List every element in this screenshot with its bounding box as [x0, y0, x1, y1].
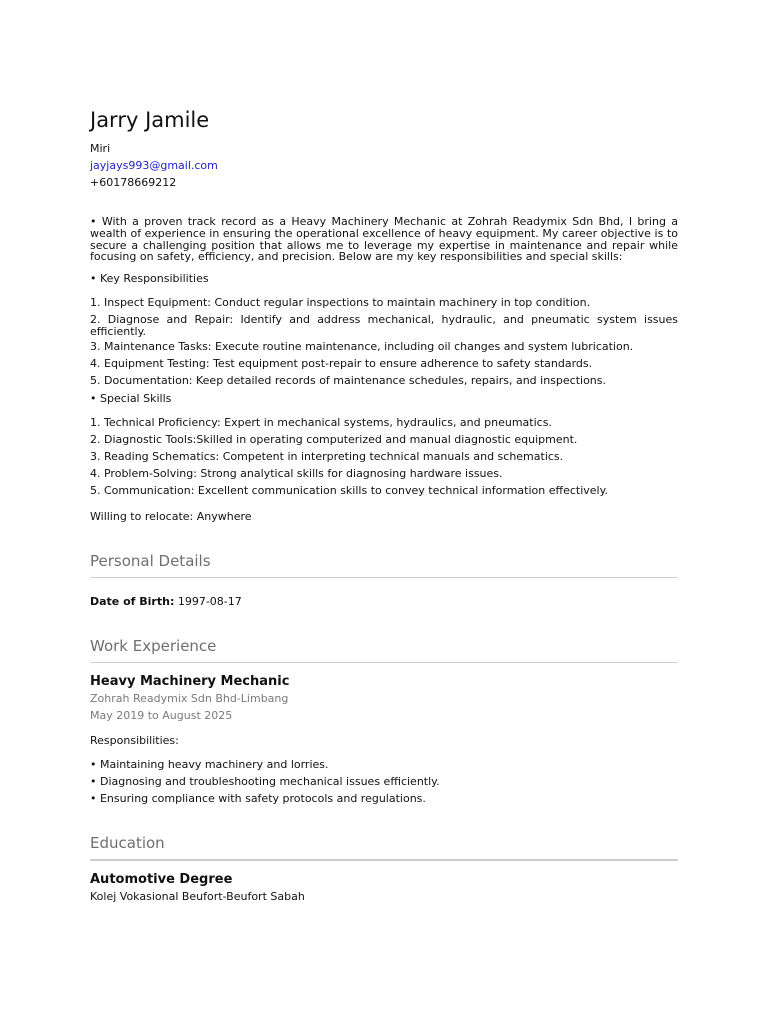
dob-label: Date of Birth:: [90, 595, 175, 609]
job-title: Heavy Machinery Mechanic: [90, 674, 290, 690]
special-skill-item: 5. Communication: Excellent communication skills to convey technical information effectively.: [90, 484, 609, 498]
special-skill-item: 1. Technical Proficiency: Expert in mechanical systems, hydraulics, and pneumatics.: [90, 416, 552, 430]
location-text: Miri: [90, 142, 111, 155]
resume-page: [90, 104, 678, 905]
special-skill-item: 2. Diagnostic Tools:Skilled in operating computerized and manual diagnostic equipment.: [90, 433, 578, 447]
candidate-name: Jarry Jamile: [90, 108, 210, 132]
special-skill-item: 4. Problem-Solving: Strong analytical skills for diagnosing hardware issues.: [90, 467, 503, 481]
key-responsibility-item: 3. Maintenance Tasks: Execute routine maintenance, including oil changes and system lubrication.: [90, 340, 634, 354]
work-responsibility-item: • Diagnosing and troubleshooting mechanical issues efficiently.: [90, 775, 440, 789]
key-responsibilities-heading: • Key Responsibilities: [90, 272, 209, 286]
education-heading: Education: [90, 833, 678, 861]
special-skill-item: 3. Reading Schematics: Competent in interpreting technical manuals and schematics.: [90, 450, 564, 464]
dob-value: 1997-08-17: [177, 595, 242, 609]
relocation-text: Willing to relocate: Anywhere: [90, 510, 252, 524]
degree-title: Automotive Degree: [90, 872, 233, 888]
work-responsibility-item: • Ensuring compliance with safety protocols and regulations.: [90, 792, 426, 806]
special-skills-heading: • Special Skills: [90, 392, 172, 406]
key-responsibility-item: 4. Equipment Testing: Test equipment post-repair to ensure adherence to safety standards.: [90, 357, 593, 371]
personal-details-heading: Personal Details: [90, 551, 678, 578]
summary-intro: • With a proven track record as a Heavy Machinery Mechanic at Zohrah Readymix Sdn Bhd, I bring a wealth of experience in ensuring the operational excellence of heavy equipment. My career objective is to secure a challenging position that allows me to leverage my expertise in maintenance and repair while focusing on safety, efficiency, and precision. Below are my key responsibilities and special skills:: [90, 215, 678, 264]
company-name: Zohrah Readymix Sdn Bhd-Limbang: [90, 692, 289, 706]
employment-dates: May 2019 to August 2025: [90, 709, 233, 723]
work-responsibility-item: • Maintaining heavy machinery and lorries.: [90, 758, 329, 772]
email-link[interactable]: jayjays993@gmail.com: [90, 159, 218, 172]
key-responsibility-item: 1. Inspect Equipment: Conduct regular inspections to maintain machinery in top condition.: [90, 296, 591, 310]
work-experience-heading: Work Experience: [90, 636, 678, 663]
key-responsibility-item: 2. Diagnose and Repair: Identify and address mechanical, hydraulic, and pneumatic system issues efficiently.: [90, 313, 678, 338]
date-of-birth: [90, 595, 678, 609]
phone-text: +60178669212: [90, 176, 177, 189]
responsibilities-label: Responsibilities:: [90, 734, 179, 748]
key-responsibility-item: 5. Documentation: Keep detailed records of maintenance schedules, repairs, and inspections.: [90, 374, 607, 388]
school-name: Kolej Vokasional Beufort-Beufort Sabah: [90, 890, 305, 904]
